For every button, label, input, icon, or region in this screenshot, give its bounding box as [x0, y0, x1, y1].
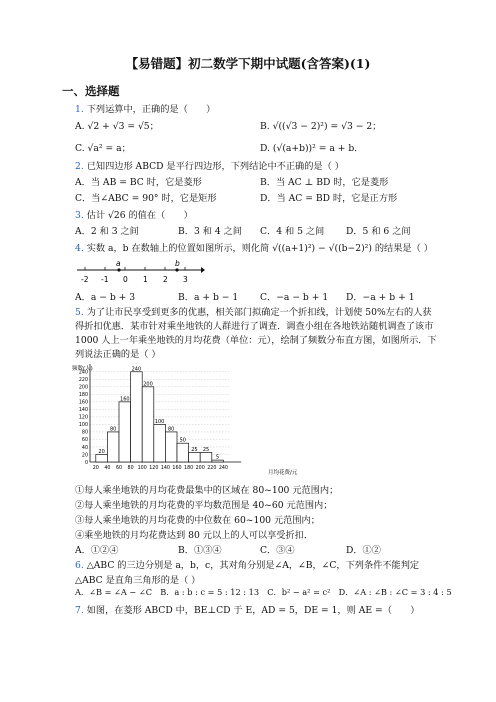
histogram-y-tick-label: 140 — [78, 408, 88, 414]
histogram-y-tick-label: 160 — [78, 400, 88, 406]
q2-stem: 2. 已知四边形 ABCD 是平行四边形，下列结论中不正确的是（ ） — [75, 161, 344, 172]
q1-option-b: B. √((√3 − 2)²) = √3 − 2； — [260, 121, 382, 132]
q6-stem: 6. △ABC 的三边分别是 a，b，c，其对角分别是∠A，∠B，∠C，下列条件不能判定 — [75, 560, 420, 571]
histogram-x-tick-label: 100 — [137, 466, 147, 471]
histogram-bars — [96, 366, 224, 462]
histogram-bar-label: 80 — [110, 426, 117, 433]
histogram-bar-label: 25 — [191, 447, 198, 454]
q3-option-d: D．5 和 6 之间 — [346, 226, 411, 237]
q2-option-c: C．当∠ABC = 90° 时，它是矩形 — [75, 193, 217, 204]
number-line-tick-label: 0 — [123, 275, 128, 284]
q5-line1: 5. 为了让市民享受到更多的优惠，相关部门拟确定一个折扣线，计划使 50%左右的人获 — [75, 307, 432, 318]
q2-option-b: B．当 AC ⊥ BD 时，它是菱形 — [260, 177, 389, 188]
point-a-dot — [117, 268, 120, 271]
histogram-bar — [189, 453, 201, 462]
number-line-tick-label: 2 — [163, 275, 168, 284]
q1-number: 1. — [75, 104, 84, 115]
histogram-bar-label: 50 — [179, 437, 186, 444]
histogram-y-tick-label: 40 — [81, 445, 88, 451]
q1-option-d: D. (√(a+b))² = a + b． — [260, 143, 364, 154]
q4-option-c: C．−a − b + 1 — [260, 292, 329, 303]
histogram-x-tick-label: 200 — [195, 466, 205, 471]
q5-statement-3: ③每人乘坐地铁的月均花费的中位数在 60~100 元范围内； — [75, 515, 320, 526]
q1-stem: 1. 下列运算中，正确的是（ ） — [75, 104, 216, 115]
histogram-x-tick-label: 120 — [149, 466, 159, 471]
point-a-label: a — [116, 259, 121, 268]
histogram-x-label: 月均花费/元 — [268, 470, 298, 476]
histogram-bar — [177, 443, 189, 462]
histogram-x-tick-label: 20 — [92, 466, 99, 471]
q3-option-b: B．3 和 4 之间 — [178, 226, 242, 237]
histogram-x-ticks — [93, 465, 228, 471]
histogram-x-tick-label: 220 — [207, 466, 217, 471]
histogram-chart — [72, 362, 302, 480]
histogram-bar — [165, 432, 177, 462]
q3-number: 3. — [75, 210, 84, 221]
number-line-arrow — [201, 267, 205, 273]
page-title: 【易错题】初二数学下期中试题(含答案)(1) — [125, 56, 371, 71]
histogram-bar-label: 200 — [143, 381, 153, 388]
q2-option-d: D．当 AC = BD 时，它是正方形 — [260, 193, 398, 204]
histogram-y-tick-label: 100 — [78, 423, 88, 429]
histogram-x-tick-label: 80 — [127, 466, 134, 471]
q5-option-b: B．①③④ — [178, 545, 222, 556]
histogram-y-tick-label: 220 — [78, 378, 88, 384]
q3-stem: 3. 估计 √26 的值在（ ） — [75, 210, 193, 221]
histogram-x-tick-label: 160 — [172, 466, 182, 471]
histogram-y-ticks — [79, 370, 88, 466]
q5-number: 5. — [75, 307, 84, 318]
q7-number: 7. — [75, 605, 84, 616]
q4-option-a: A．a − b + 3 — [75, 292, 136, 303]
histogram-bar — [142, 387, 154, 462]
section-heading: 一、选择题 — [62, 84, 120, 98]
q4-stem: 4. 实数 a，b 在数轴上的位置如图所示，则化简 √((a+1)²) − √((b−2)²) 的结果是（ ） — [75, 243, 433, 254]
q3-option-c: C．4 和 5 之间 — [260, 226, 325, 237]
histogram-bar-label: 25 — [202, 447, 210, 454]
q5-option-d: D．①② — [346, 545, 381, 556]
q2-option-a: A．当 AB = BC 时，它是菱形 — [75, 177, 202, 188]
q4-number: 4. — [75, 243, 84, 254]
histogram-y-tick-label: 20 — [81, 453, 88, 459]
histogram-y-tick-label: 180 — [78, 393, 88, 399]
histogram-y-tick-label: 60 — [81, 438, 88, 444]
number-line-tick-label: -1 — [101, 275, 109, 284]
histogram-x-tick-label: 240 — [218, 466, 228, 471]
histogram-bar-label: 5 — [216, 454, 220, 461]
q4-option-d: D．−a + b + 1 — [346, 292, 415, 303]
histogram-bar — [200, 453, 212, 462]
q7-stem: 7. 如图，在菱形 ABCD 中，BE⊥CD 于 E，AD = 5，DE = 1，则 AE =（ ） — [75, 605, 420, 616]
q6-stem-2: △ABC 是直角三角形的是（ ） — [75, 575, 201, 586]
histogram-y-tick-label: 80 — [81, 430, 88, 436]
histogram-x-tick-label: 140 — [160, 466, 170, 471]
point-b-dot — [175, 268, 178, 271]
number-line-tick-label: -2 — [81, 275, 89, 284]
histogram-y-tick-label: 240 — [78, 370, 88, 376]
histogram-bar — [96, 454, 108, 462]
number-line — [75, 258, 205, 286]
histogram-bar — [119, 402, 131, 462]
q5-statement-2: ②每人乘坐地铁的月均花费的平均数范围是 40~60 元范围内； — [75, 500, 333, 511]
q5-option-a: A．①②④ — [75, 545, 119, 556]
point-b-label: b — [175, 259, 180, 268]
histogram-bar-label: 100 — [154, 418, 165, 425]
histogram-bar-label: 20 — [98, 448, 105, 455]
number-line-tick-label: 3 — [183, 275, 188, 284]
q5-statement-1: ①每人乘坐地铁的月均花费最集中的区域在 80~100 元范围内； — [75, 485, 339, 496]
q3-option-a: A．2 和 3 之间 — [75, 226, 139, 237]
histogram-bar-label: 80 — [168, 426, 175, 433]
q1-option-c: C. √a² = a； — [75, 143, 131, 154]
q5-statement-4: ④乘坐地铁的月均花费达到 80 元以上的人可以享受折扣． — [75, 530, 314, 541]
q6-number: 6. — [75, 560, 84, 571]
histogram-bar — [131, 372, 143, 462]
histogram-y-tick-label: 0 — [84, 460, 88, 466]
q5-option-c: C．③④ — [260, 545, 295, 556]
number-line-tick-label: 1 — [143, 275, 148, 284]
histogram-bar — [107, 432, 119, 462]
histogram-y-tick-label: 120 — [78, 415, 88, 421]
histogram-bar — [154, 424, 166, 462]
q2-number: 2. — [75, 161, 84, 172]
q5-line4: 列说法正确的是（ ） — [75, 349, 161, 360]
q6-options: A．∠B = ∠A − ∠C B．a : b : c = 5 : 12 : 13 C．b² − a² = c² D．∠A : ∠B : ∠C = 3 : 4 : 5 — [75, 587, 452, 597]
histogram-bar-label: 160 — [120, 396, 130, 403]
histogram-x-tick-label: 180 — [184, 466, 194, 471]
q5-line3: 1000 人上一年乘坐地铁的月均花费（单位：元），绘制了频数分布直方图，如图所示．下 — [75, 335, 437, 346]
histogram-x-tick-label: 40 — [104, 466, 111, 471]
histogram-y-label: 频数(人) — [72, 366, 93, 372]
histogram-x-tick-label: 60 — [115, 466, 123, 471]
histogram-bar-label: 240 — [131, 366, 142, 373]
q4-option-b: B．a + b − 1 — [178, 292, 239, 303]
q5-line2: 得折扣优惠．某市针对乘坐地铁的人群进行了调查．调查小组在各地铁站随机调查了该市 — [75, 321, 434, 332]
q1-option-a: A. √2 + √3 = √5； — [75, 121, 159, 132]
histogram-y-tick-label: 200 — [78, 385, 88, 391]
